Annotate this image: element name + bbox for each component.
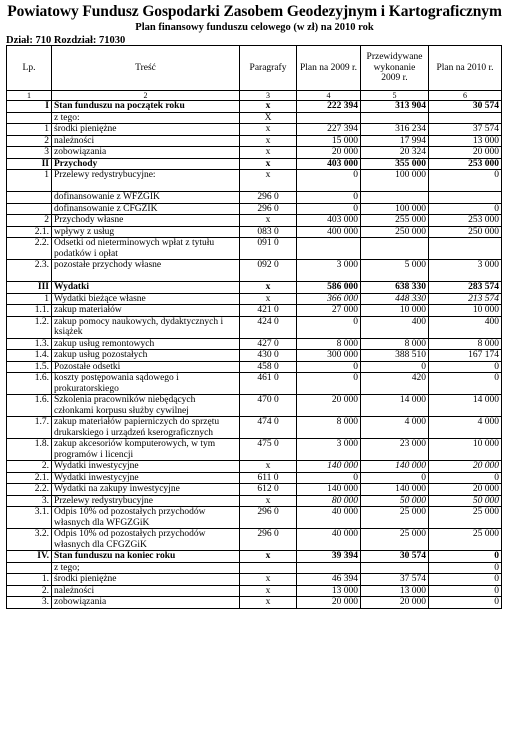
table-cell-plan-2010: 400 (429, 316, 502, 338)
table-cell-paragraf: x (240, 574, 297, 586)
table-row (7, 373, 502, 395)
header-plan-2009: Plan na 2009 r. (297, 46, 361, 91)
table-cell-lp: 3. (7, 597, 52, 609)
table-cell-wykonanie-2009: 23 000 (361, 439, 429, 461)
table-cell-wykonanie-2009: 638 330 (361, 282, 429, 294)
table-cell-lp: 1.6. (7, 395, 52, 417)
table-cell-plan-2009: 227 394 (297, 124, 361, 136)
table-cell-tresc: Przychody (52, 158, 240, 170)
table-cell-tresc: Wydatki (52, 282, 240, 294)
table-cell-lp (7, 192, 52, 204)
table-cell-paragraf: 296 0 (240, 203, 297, 215)
table-cell-plan-2010: 253 000 (429, 215, 502, 227)
table-cell-plan-2009: 222 394 (297, 101, 361, 113)
table-cell-paragraf: 296 0 (240, 192, 297, 204)
table-row (7, 170, 502, 192)
table-cell-tresc: środki pieniężne (52, 574, 240, 586)
table-cell-wykonanie-2009: 448 330 (361, 293, 429, 305)
table-cell-plan-2009: 140 000 (297, 484, 361, 496)
table-cell-paragraf: x (240, 293, 297, 305)
column-number: 5 (361, 91, 429, 101)
table-row (7, 112, 502, 124)
table-row (7, 135, 502, 147)
table-row (7, 101, 502, 113)
table-cell-plan-2010 (429, 112, 502, 124)
table-cell-paragraf: 296 0 (240, 529, 297, 551)
table-row (7, 316, 502, 338)
table-cell-plan-2010: 25 000 (429, 529, 502, 551)
table-cell-paragraf: 475 0 (240, 439, 297, 461)
header-wykonanie-2009: Przewidywane wykonanie 2009 r. (361, 46, 429, 91)
table-row (7, 507, 502, 529)
table-cell-tresc: dofinansowanie z CFGZIK (52, 203, 240, 215)
table-cell-plan-2010: 8 000 (429, 338, 502, 350)
table-cell-lp: 1 (7, 170, 52, 192)
table-cell-lp: 1. (7, 574, 52, 586)
table-cell-tresc: zakup pomocy naukowych, dydaktycznych i książek (52, 316, 240, 338)
table-row (7, 461, 502, 473)
table-cell-plan-2009: 140 000 (297, 461, 361, 473)
table-row (7, 361, 502, 373)
table-cell-lp: II (7, 158, 52, 170)
table-row (7, 282, 502, 294)
table-cell-wykonanie-2009: 100 000 (361, 170, 429, 192)
table-cell-tresc: koszty postępowania sądowego i prokuratorskiego (52, 373, 240, 395)
table-cell-plan-2009: 0 (297, 472, 361, 484)
table-cell-paragraf: 083 0 (240, 226, 297, 238)
table-cell-lp: 2. (7, 585, 52, 597)
table-cell-tresc: Wydatki bieżące własne (52, 293, 240, 305)
table-row (7, 597, 502, 609)
table-cell-paragraf: 427 0 (240, 338, 297, 350)
table-cell-lp: 1.1. (7, 305, 52, 317)
table-row (7, 215, 502, 227)
table-cell-paragraf: 461 0 (240, 373, 297, 395)
table-cell-wykonanie-2009: 4 000 (361, 417, 429, 439)
table-cell-plan-2010: 3 000 (429, 260, 502, 282)
table-cell-lp (7, 203, 52, 215)
table-cell-paragraf: 458 0 (240, 361, 297, 373)
table-cell-plan-2009: 8 000 (297, 338, 361, 350)
table-cell-plan-2009: 0 (297, 203, 361, 215)
table-cell-plan-2010: 0 (429, 562, 502, 574)
table-cell-plan-2009: 366 000 (297, 293, 361, 305)
table-cell-lp: 3.2. (7, 529, 52, 551)
table-cell-plan-2009: 39 394 (297, 551, 361, 563)
table-cell-plan-2010: 0 (429, 361, 502, 373)
table-cell-paragraf: x (240, 551, 297, 563)
table-cell-tresc: Stan funduszu na koniec roku (52, 551, 240, 563)
table-cell-plan-2009: 403 000 (297, 158, 361, 170)
table-cell-plan-2009: 3 000 (297, 260, 361, 282)
table-row (7, 395, 502, 417)
table-cell-wykonanie-2009 (361, 238, 429, 260)
table-row (7, 226, 502, 238)
header-tresc: Treść (52, 46, 240, 91)
table-cell-lp (7, 112, 52, 124)
table-cell-lp: 1.8. (7, 439, 52, 461)
table-row (7, 260, 502, 282)
table-cell-lp: III (7, 282, 52, 294)
table-cell-plan-2009: 20 000 (297, 597, 361, 609)
table-cell-tresc: zobowiązania (52, 597, 240, 609)
document-subtitle: Plan finansowy funduszu celowego (w zł) na 2010 rok (135, 22, 374, 33)
table-cell-wykonanie-2009: 8 000 (361, 338, 429, 350)
table-cell-lp: 3. (7, 495, 52, 507)
table-row (7, 562, 502, 574)
table-cell-wykonanie-2009: 0 (361, 472, 429, 484)
table-cell-wykonanie-2009: 25 000 (361, 507, 429, 529)
table-cell-lp: 1.5. (7, 361, 52, 373)
header-paragrafy: Paragrafy (240, 46, 297, 91)
column-number: 2 (52, 91, 240, 101)
table-cell-wykonanie-2009: 13 000 (361, 585, 429, 597)
table-cell-tresc: środki pieniężne (52, 124, 240, 136)
table-cell-plan-2009: 15 000 (297, 135, 361, 147)
table-cell-lp: 1.4. (7, 350, 52, 362)
table-cell-wykonanie-2009: 388 510 (361, 350, 429, 362)
section-code: Dział: 710 Rozdział: 71030 (6, 35, 126, 46)
table-cell-tresc: zobowiązania (52, 147, 240, 159)
column-number: 1 (7, 91, 52, 101)
table-row (7, 305, 502, 317)
table-cell-plan-2009: 403 000 (297, 215, 361, 227)
table-cell-lp: 1.2. (7, 316, 52, 338)
table-cell-paragraf: 296 0 (240, 507, 297, 529)
table-cell-tresc: Odsetki od nieterminowych wpłat z tytułu podatków i opłat (52, 238, 240, 260)
table-cell-wykonanie-2009: 355 000 (361, 158, 429, 170)
table-cell-lp: 1.7. (7, 417, 52, 439)
table-cell-wykonanie-2009: 0 (361, 361, 429, 373)
table-cell-plan-2010: 253 000 (429, 158, 502, 170)
table-cell-wykonanie-2009: 140 000 (361, 484, 429, 496)
table-cell-plan-2009: 3 000 (297, 439, 361, 461)
table-row (7, 439, 502, 461)
table-cell-plan-2010: 167 174 (429, 350, 502, 362)
table-cell-paragraf: 611 0 (240, 472, 297, 484)
table-cell-plan-2009: 20 000 (297, 147, 361, 159)
table-cell-paragraf: x (240, 495, 297, 507)
table-cell-lp: 2.2. (7, 484, 52, 496)
table-row (7, 147, 502, 159)
table-cell-tresc: należności (52, 585, 240, 597)
table-cell-lp: 1.6. (7, 373, 52, 395)
table-row (7, 293, 502, 305)
table-header-row (7, 46, 502, 91)
table-cell-paragraf: X (240, 112, 297, 124)
table-cell-plan-2010: 213 574 (429, 293, 502, 305)
table-cell-tresc: zakup usług remontowych (52, 338, 240, 350)
table-cell-wykonanie-2009 (361, 192, 429, 204)
table-cell-paragraf: x (240, 124, 297, 136)
table-cell-plan-2010: 0 (429, 472, 502, 484)
table-cell-tresc: zakup akcesoriów komputerowych, w tym programów i licencji (52, 439, 240, 461)
table-row (7, 484, 502, 496)
table-cell-tresc: dofinansowanie z WFZGIK (52, 192, 240, 204)
table-cell-wykonanie-2009: 316 234 (361, 124, 429, 136)
table-cell-plan-2010: 250 000 (429, 226, 502, 238)
table-cell-wykonanie-2009: 20 324 (361, 147, 429, 159)
table-cell-plan-2009: 8 000 (297, 417, 361, 439)
table-cell-paragraf: x (240, 135, 297, 147)
table-cell-tresc: Szkolenia pracowników niebędących członkami korpusu służby cywilnej (52, 395, 240, 417)
table-row (7, 551, 502, 563)
table-cell-plan-2010: 0 (429, 585, 502, 597)
table-cell-tresc: wpływy z usług (52, 226, 240, 238)
table-row (7, 124, 502, 136)
financial-plan-table (6, 45, 502, 609)
table-cell-paragraf: 092 0 (240, 260, 297, 282)
table-cell-wykonanie-2009: 14 000 (361, 395, 429, 417)
table-cell-lp: 1 (7, 293, 52, 305)
table-cell-lp: 2.2. (7, 238, 52, 260)
table-cell-plan-2009: 80 000 (297, 495, 361, 507)
table-cell-plan-2010: 50 000 (429, 495, 502, 507)
table-cell-wykonanie-2009: 37 574 (361, 574, 429, 586)
table-cell-plan-2010: 4 000 (429, 417, 502, 439)
table-row (7, 574, 502, 586)
table-cell-wykonanie-2009: 10 000 (361, 305, 429, 317)
table-cell-paragraf: x (240, 158, 297, 170)
table-cell-lp (7, 562, 52, 574)
table-cell-tresc: Przychody własne (52, 215, 240, 227)
table-cell-tresc: z tego; (52, 562, 240, 574)
table-cell-plan-2010 (429, 238, 502, 260)
table-cell-paragraf: 430 0 (240, 350, 297, 362)
table-cell-wykonanie-2009: 25 000 (361, 529, 429, 551)
table-cell-plan-2010: 283 574 (429, 282, 502, 294)
table-row (7, 350, 502, 362)
table-cell-tresc: Pozostałe odsetki (52, 361, 240, 373)
table-cell-lp: 2.1. (7, 472, 52, 484)
table-row (7, 472, 502, 484)
table-row (7, 238, 502, 260)
table-row (7, 495, 502, 507)
table-cell-wykonanie-2009: 400 (361, 316, 429, 338)
table-cell-plan-2010: 20 000 (429, 484, 502, 496)
table-cell-tresc: Odpis 10% od pozostałych przychodów własnych dla CFGZGiK (52, 529, 240, 551)
table-cell-plan-2009: 586 000 (297, 282, 361, 294)
table-row (7, 192, 502, 204)
table-cell-lp: I (7, 101, 52, 113)
table-cell-paragraf: 474 0 (240, 417, 297, 439)
table-row (7, 529, 502, 551)
table-cell-lp: 2.1. (7, 226, 52, 238)
table-cell-plan-2010: 37 574 (429, 124, 502, 136)
column-number: 3 (240, 91, 297, 101)
table-cell-lp: 3.1. (7, 507, 52, 529)
table-cell-lp: 1.3. (7, 338, 52, 350)
header-lp: Lp. (7, 46, 52, 91)
table-cell-tresc: Wydatki inwestycyjne (52, 461, 240, 473)
table-cell-paragraf: x (240, 170, 297, 192)
table-cell-wykonanie-2009: 100 000 (361, 203, 429, 215)
table-cell-plan-2009 (297, 562, 361, 574)
table-cell-wykonanie-2009: 17 994 (361, 135, 429, 147)
table-cell-plan-2010: 25 000 (429, 507, 502, 529)
table-row (7, 158, 502, 170)
document-title: Powiatowy Fundusz Gospodarki Zasobem Geodezyjnym i Kartograficznym (7, 3, 502, 20)
table-cell-plan-2009: 20 000 (297, 395, 361, 417)
table-cell-tresc: Przelewy redystrybucyjne: (52, 170, 240, 192)
table-cell-paragraf: 612 0 (240, 484, 297, 496)
table-cell-plan-2010: 10 000 (429, 439, 502, 461)
table-row (7, 203, 502, 215)
table-cell-plan-2009: 0 (297, 373, 361, 395)
table-cell-plan-2009: 46 394 (297, 574, 361, 586)
table-cell-plan-2009: 0 (297, 361, 361, 373)
table-cell-plan-2009: 0 (297, 316, 361, 338)
table-cell-paragraf: 424 0 (240, 316, 297, 338)
table-cell-tresc: Odpis 10% od pozostałych przychodów własnych dla WFGZGiK (52, 507, 240, 529)
table-cell-plan-2010: 13 000 (429, 135, 502, 147)
table-cell-plan-2009 (297, 238, 361, 260)
table-cell-plan-2010: 0 (429, 574, 502, 586)
table-cell-paragraf: x (240, 461, 297, 473)
table-cell-plan-2010: 14 000 (429, 395, 502, 417)
table-cell-plan-2010: 20 000 (429, 461, 502, 473)
header-plan-2010: Plan na 2010 r. (429, 46, 502, 91)
table-cell-plan-2009 (297, 112, 361, 124)
table-cell-plan-2010: 20 000 (429, 147, 502, 159)
table-cell-wykonanie-2009: 50 000 (361, 495, 429, 507)
table-cell-plan-2009: 0 (297, 192, 361, 204)
table-cell-plan-2010: 10 000 (429, 305, 502, 317)
table-cell-paragraf: x (240, 282, 297, 294)
table-cell-tresc: pozostałe przychody własne (52, 260, 240, 282)
table-cell-tresc: Wydatki na zakupy inwestycyjne (52, 484, 240, 496)
table-cell-wykonanie-2009 (361, 562, 429, 574)
table-cell-plan-2009: 40 000 (297, 529, 361, 551)
table-cell-tresc: Wydatki inwestycyjne (52, 472, 240, 484)
table-cell-paragraf: 421 0 (240, 305, 297, 317)
table-cell-lp: 2 (7, 215, 52, 227)
table-cell-paragraf: x (240, 585, 297, 597)
table-cell-paragraf: x (240, 101, 297, 113)
table-cell-lp: 1 (7, 124, 52, 136)
table-cell-plan-2009: 400 000 (297, 226, 361, 238)
table-cell-wykonanie-2009: 140 000 (361, 461, 429, 473)
table-cell-paragraf (240, 562, 297, 574)
table-cell-wykonanie-2009: 255 000 (361, 215, 429, 227)
table-cell-wykonanie-2009: 5 000 (361, 260, 429, 282)
table-cell-wykonanie-2009: 313 904 (361, 101, 429, 113)
table-cell-tresc: Stan funduszu na początek roku (52, 101, 240, 113)
table-cell-lp: 2.3. (7, 260, 52, 282)
table-cell-tresc: zakup usług pozostałych (52, 350, 240, 362)
table-cell-wykonanie-2009: 30 574 (361, 551, 429, 563)
table-cell-tresc: zakup materiałów (52, 305, 240, 317)
column-number: 4 (297, 91, 361, 101)
table-cell-plan-2010: 0 (429, 373, 502, 395)
table-cell-tresc: należności (52, 135, 240, 147)
table-cell-wykonanie-2009: 420 (361, 373, 429, 395)
table-cell-wykonanie-2009: 250 000 (361, 226, 429, 238)
table-cell-plan-2010 (429, 192, 502, 204)
column-number-row (7, 91, 502, 101)
table-cell-paragraf: x (240, 147, 297, 159)
table-cell-lp: IV. (7, 551, 52, 563)
table-row (7, 338, 502, 350)
table-cell-lp: 2. (7, 461, 52, 473)
column-number: 6 (429, 91, 502, 101)
table-cell-tresc: Przelewy redystrybucyjne (52, 495, 240, 507)
table-cell-plan-2009: 300 000 (297, 350, 361, 362)
table-cell-plan-2010: 0 (429, 551, 502, 563)
table-cell-plan-2010: 0 (429, 170, 502, 192)
table-row (7, 417, 502, 439)
table-cell-tresc: z tego: (52, 112, 240, 124)
table-row (7, 585, 502, 597)
table-cell-plan-2009: 13 000 (297, 585, 361, 597)
table-cell-paragraf: x (240, 597, 297, 609)
table-cell-plan-2010: 0 (429, 597, 502, 609)
table-cell-wykonanie-2009: 20 000 (361, 597, 429, 609)
table-cell-lp: 3 (7, 147, 52, 159)
table-cell-plan-2009: 40 000 (297, 507, 361, 529)
table-cell-paragraf: 091 0 (240, 238, 297, 260)
table-cell-plan-2010: 0 (429, 203, 502, 215)
table-cell-paragraf: 470 0 (240, 395, 297, 417)
table-cell-plan-2009: 27 000 (297, 305, 361, 317)
table-cell-tresc: zakup materiałów papierniczych do sprzętu drukarskiego i urządzeń kserograficznych (52, 417, 240, 439)
table-cell-plan-2009: 0 (297, 170, 361, 192)
table-cell-wykonanie-2009 (361, 112, 429, 124)
table-cell-lp: 2 (7, 135, 52, 147)
table-cell-plan-2010: 30 574 (429, 101, 502, 113)
table-cell-paragraf: x (240, 215, 297, 227)
